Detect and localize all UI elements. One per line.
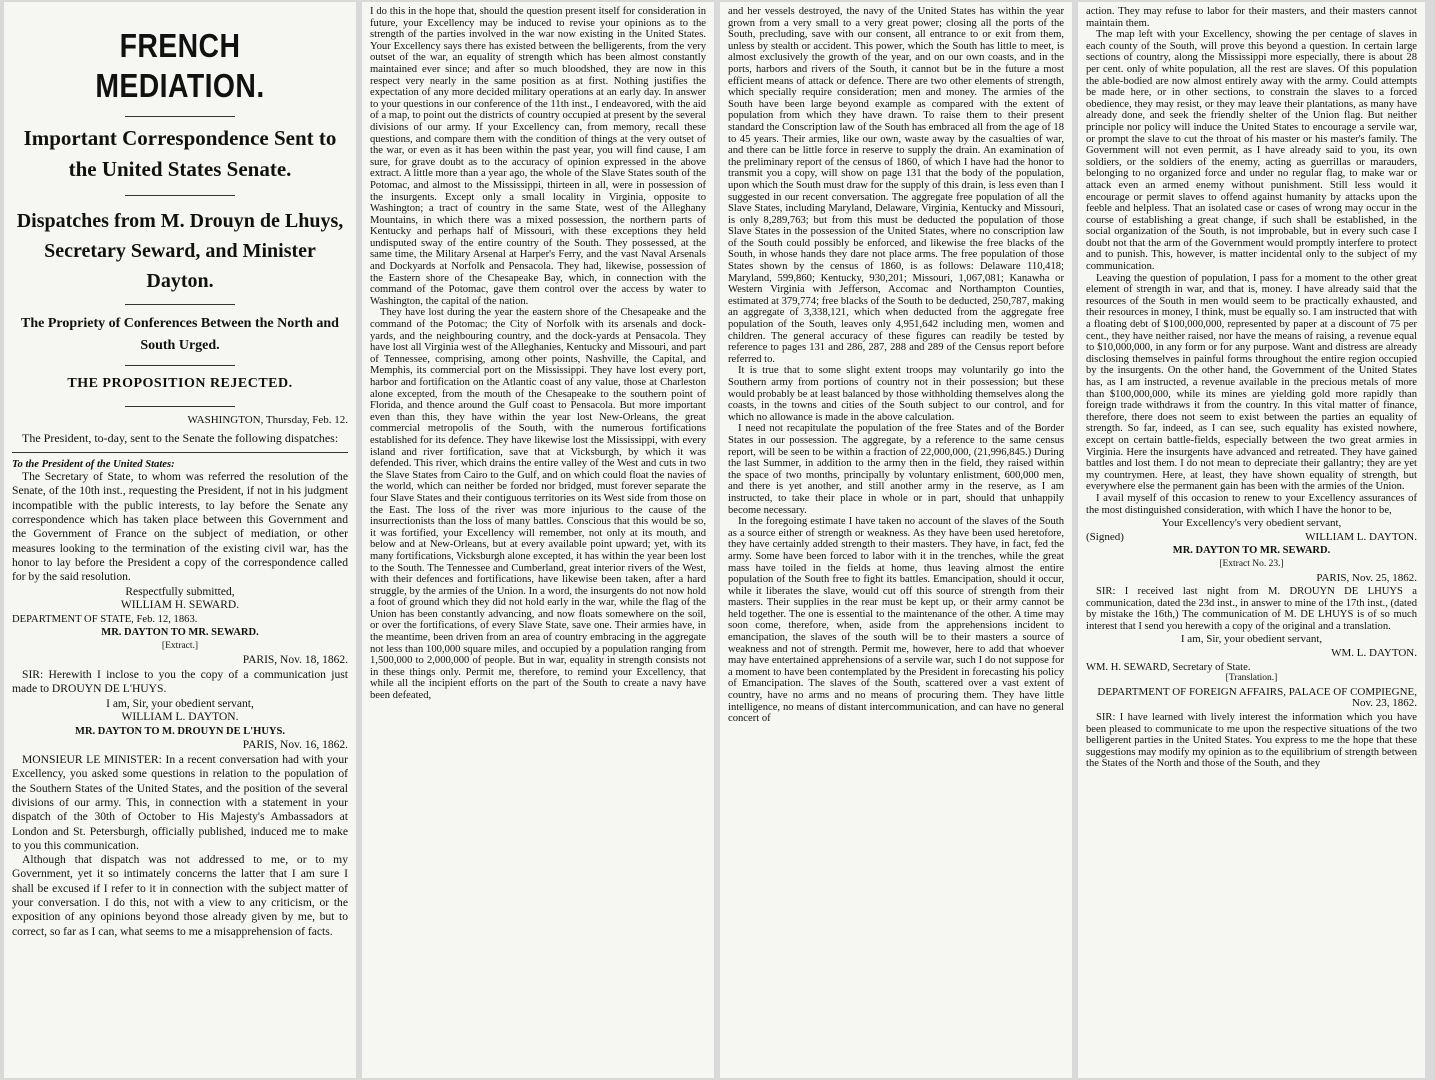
dayton-signature: WM. L. DAYTON. bbox=[1331, 647, 1417, 660]
column-3 bbox=[720, 2, 1072, 1078]
deck-correspondence: Important Correspondence Sent to the United States Senate. bbox=[23, 126, 337, 181]
seward-letter: The Secretary of State, to whom was referred the resolution of the Senate, of the 10th inst., requesting the President, if not in his judgment incompatible with the public interests, to lay before the Senate any correspondence which has taken place between this Government and the Government of France on the subject of mediation, or other measures looking to the termination of the existing civil war, has the honor to lay before the President a copy of the correspondence called for by the said resolution. bbox=[12, 470, 348, 584]
dept-state: DEPARTMENT OF STATE, Feb. 12, 1863. bbox=[12, 613, 198, 625]
letter-paragraph: They have lost during the year the eastern shore of the Chesapeake and the command of the Potomac; the City of Norfolk with its arsenals and dock-yards, and the neighbouring country, and the dock-yards at Pensacola. They have lost all Virginia west of the Alleghanies, Kentucky and Missouri, and part of Tennessee, comprising, among other points, Nashville, the Capital, and Memphis, its commercial port on the Mississippi. They have lost every port, harbor and fortification on the Atlantic coast of any value, those at Charleston alone excepted, from the mouth of the Chesapeake to the southern point of Florida, and thence around the Gulf coast to Pensacola. But more important even than this, they have within the year lost New-Orleans, the great commercial metropolis of the South, with the numerous fortifications established for its defence. They have likewise lost the Mississippi, with every island and river fortification, save that at Vicksburgh, by which it was defended. This river, which drains the entire valley of the West and cuts in two the Slave States from Cairo to the Gulf, and on which could float the navies of the world, which can neither be forded nor bridged, must forever separate the four Slave States and their contiguous territories on its West side from those on the East. The loss of the river was more injurious to the cause of the insurrectionists than the loss of many battles. Conscious that this would be so, it was fortified, your Excellency will remember, not only at its mouth, and below and at New-Orleans, but at every available point upward; yet, with its many fortifications, Vicksburgh alone excepted, it has within the year been lost to the South. The Tennessee and Cumberland, great interior rivers of the West, with their defences and fortifications, have likewise been taken, after a hard struggle, by the armies of the Union. In a word, the insurgents do not now hold a foot of ground which they did not hold early in the war, while the flag of the Union has been constantly advancing, and now floats somewhere on the soil, or over the fortifications, of every Slave State, save one. Their armies have, in the meantime, been driven from an area of country embracing in the aggregate not less than 100,000 square miles, and occupied by a population ranging from 1,500,000 to 2,000,000 of people. But in war, equality in strength consists not in these things only. Permit me, therefore, to remind your Excellency, that while all the incipient efforts on the part of the South to create a navy have been defeated, bbox=[370, 307, 706, 702]
letter-paragraph: and her vessels destroyed, the navy of the United States has within the year grown from a very small to a very great power; closing all the ports of the South, precluding, save with our consent, all entrance to or exit from them, unless by stealth or accident. This power, which the South has little to meet, is almost exclusively the growth of the year, and on our own coasts, and in the ports, harbors and rivers of the South, it cannot but be in the future a most efficient means of attack or defence. There are two other elements of strength, which specially require consideration; men and money. The armies of the South have been large beyond example as compared with the extent of population from which they have drawn. To raise them to their present standard the Conscription law of the South has embraced all from the age of 18 to 45 years. Their armies, like our own, waste away by the casualties of war, and there can be little force in reserve to supply the drain. An examination of the preliminary report of the census of 1860, of which I have had the honor to transmit you a copy, will show on page 131 that the body of the population, upon which the South must draw for the supply of this drain, is less even than I suggested in our recent conversation. The aggregate free population of all the Slave States, including Maryland, Delaware, Virginia, Kentucky and Missouri, is only 8,289,763; but from this must be deducted the population of those Slave States in the possession of the United States, where no conscription law of the South could possibly be enforced, and likewise the free blacks of the South, in whose hands they dare not place arms. The free population of those States shown by the census of 1860, is as follows: Delaware 110,418; Maryland, 599,860; Kentucky, 930,201; Missouri, 1,067,081; Kanawha or Western Virginia with Jefferson, Accomac and Northampton Counties, estimated at 379,774; free blacks of the South to be deducted, 250,787, making an aggregate of 3,338,121, which when deducted from the aggregate free population of the South, leaves only 4,951,642 including men, women and children. The general accuracy of these figures can readily be tested by reference to pages 131 and 286, 287, 288 and 289 of the Census report before referred to. bbox=[728, 6, 1064, 365]
dayton-note: SIR: Herewith I inclose to you the copy of a communication just made to DROUYN DE L'HUYS. bbox=[12, 668, 348, 696]
deck-rejected: THE PROPOSITION REJECTED. bbox=[67, 376, 293, 391]
intro-text: The President, to-day, sent to the Senate the following dispatches: bbox=[22, 430, 339, 445]
paris-date: PARIS, Nov. 18, 1862. bbox=[242, 653, 348, 666]
letter-paragraph: I need not recapitulate the population of the free States and of the Border States in our possession. The aggregate, by a reference to the same census report, will be seen to be within a fraction of 22,000,000, (21,996,845.) During the last Summer, in addition to the army then in the field, they raised within the space of two months, principally by voluntary enlistment, 600,000 men, and there is yet another, and still another army in the reserve, as I am instructed, to take their place in whole or in part, should that unhappily become necessary. bbox=[728, 423, 1064, 516]
dayton-signature: WILLIAM L. DAYTON. bbox=[121, 711, 239, 724]
letter-paragraph: In the foregoing estimate I have taken no account of the slaves of the South as a source either of strength or weakness. As they have been used heretofore, they have certainly added strength to their masters. They have, in fact, fed the army. Some have been forced to labor with it in the trenches, while the great mass have toiled in the fields at home, thus leaving almost the entire population of the South free to fight its battles. Emancipation, should it occur, while it liberates the slave, would cut off this source of strength from their masters. Their supplies in the rear must be kept up, or their army cannot be held together. The one is essential to the maintenance of the other. A time may soon come, therefore, when, aside from the apprehensions incident to emancipation, the slaves of the south will be to their masters a source of weakness and not of strength. Permit me, however, here to add that whoever may have entertained apprehensions of a servile war, such I do not suppose for a moment to have been contemplated by the President in forecasting his policy of Emancipation. The slaves of the South, scattered over a vast extent of country, have no arms and no means of procuring them. They have little intelligence, no means of distant intercommunication, and can have no general concert of bbox=[728, 516, 1064, 725]
seward-signature: WILLIAM H. SEWARD. bbox=[120, 599, 240, 612]
closing-line: I am, Sir, your obedient servant, bbox=[1180, 633, 1323, 646]
addressee: WM. H. SEWARD, Secretary of State. bbox=[1086, 661, 1251, 673]
letter-paragraph: SIR: I have learned with lively interest the information which you have been pleased to communicate to me upon the respective situations of the two belligerent parties in the United States. You express to me the hope that these suggestions may modify my opinion as to the equilibrium of strength between the States of the North and those of the South, and they bbox=[1086, 712, 1418, 770]
salutation: To the President of the United States: bbox=[12, 458, 175, 470]
letter-paragraph: The map left with your Excellency, showing the per centage of slaves in each county of the South, will prove this beyond a question. In certain large sections of country, along the Mississippi more especially, there is about 28 per cent. only of white population, all the rest are slaves. Of this population the able-bodied are now almost entirely away with the army. Could attempts be made here, or in other sections, to constrain the slaves to a forced obedience, they may resist, or they may leave their plantations, as many have already done, and seek the friendly shelter of the Union flag. But neither principle nor policy will induce the United States to encourage a servile war, or prompt the slave to cut the throat of his master or his master's family. The Government will not even permit, as I have already said to you, its own soldiers, or the soldiers of the enemy, acting as guerrillas or marauders, belonging to no organized force and under no regular flag, to make war or attack even an armed enemy without punishment. Still less would it encourage or permit slaves to offend against humanity by attacks upon the feeble and helpless. That an isolated case or cases of wrong may occur in the course of establishing a great change, if such shall be established, in the social organization of the South, is not improbable, but in every such case I doubt not that the arm of the Government would promptly interfere to protect and to punish. This, however, is matter incidental only to the subject of my communication. bbox=[1086, 29, 1417, 273]
letter-paragraph: I avail myself of this occasion to renew to your Excellency assurances of the most distinguished consideration, with which I have the honor to be, bbox=[1086, 492, 1417, 516]
headline: FRENCH MEDIATION. bbox=[95, 27, 265, 104]
translation-label: [Translation.] bbox=[1225, 673, 1278, 684]
heading-dayton-drouyn: MR. DAYTON TO M. DROUYN DE L'HUYS. bbox=[75, 725, 285, 737]
letter-paragraph: action. They may refuse to labor for their masters, and their masters cannot maintain them. bbox=[1086, 6, 1417, 29]
closing-line: Your Excellency's very obedient servant, bbox=[1161, 517, 1342, 530]
extract-label: [Extract.] bbox=[161, 640, 199, 651]
letter-paragraph: Leaving the question of population, I pass for a moment to the other great element of strength in war, and that is, money. I have already said that the resources of the South in men would seem to be practically exhausted, and their resources in money, I think, must be equally so. I am instructed that with a floating debt of $100,000,000, represented by paper at a discount of 75 per cent., they have neither raised, nor have the means of raising, a revenue equal to $10,000,000, in any form or for any purpose. Want and distress are already disclosing themselves in painful forms throughout the entire region occupied by the insurgents. On the other hand, the Government of the United States has, as I am instructed, a revenue available in the precious metals of more than $100,000,000, while its mines are yielding gold more rapidly than foreign trade withdraws it from the country. In this vital matter of finance, therefore, there does not seem to exist between the parties an equality of strength. So far, indeed, as I can see, such equality has existed nowhere, except on certain battle-fields, especially between the two great armies in Virginia. Here the insurgents have advanced and retreated. They have gained battles and lost them. I do not mean to depreciate their gallantry; they are yet my countrymen. Here, at least, they have shown equality of strength, but everywhere else the permanent gain has been with the armies of the Union. bbox=[1086, 272, 1417, 493]
letter-paragraph: I do this in the hope that, should the question present itself for consideration in future, your Excellency may be induced to revise your opinions as to the strength of the parties involved in the war now existing in the United States. Your Excellency says there has existed between the belligerents, from the very outset of the war, an equality of strength which has been almost constantly maintained ever since; and after so much bloodshed, they are now in this respect very nearly in the same position as at first. Nothing justifies the expectation of any more decided military operations at an early day. In answer to your questions in our conference of the 11th inst., I endeavored, with the aid of a map, to point out the districts of country occupied at present by the several divisions of our army. If your Excellency can, from memory, recall these questions, and compare them with the condition of things at the very outset of the war, or even as it has been within the past year, you will find cause, I am sure, for grave doubt as to the accuracy of opinion expressed in the above extract. A little more than a year ago, the whole of the Slave States south of the Potomac, and almost to the Mississippi, thirteen in all, were in possession of the insurgents. Except only a small locality in Virginia, opposite to Washington; a tract of country in the same State, west of the Alleghany Mountains, in which there was a mixed possession, the northern parts of Kentucky and perhaps half of Missouri, with these exceptions they held undisputed sway of the entire country of the South. They possessed, at the same time, the Military Arsenal at Harper's Ferry, and the vast Naval Arsenals and Dockyards at Norfolk and Pensacola. They had, likewise, possession of the Eastern shore of the Chesapeake Bay, which, in connection with the command of the Potomac, gave them control over the access by water to Washington, the capital of the nation. bbox=[370, 6, 706, 307]
signed-line bbox=[1086, 532, 1417, 544]
paris-date: PARIS, Nov. 16, 1862. bbox=[242, 738, 348, 751]
dateline: WASHINGTON, Thursday, Feb. 12. bbox=[187, 414, 348, 426]
column-2 bbox=[362, 2, 714, 1078]
letter-paragraph: MONSIEUR LE MINISTER: In a recent conversation had with your Excellency, you asked some questions in relation to the population of the Southern States of the United States, and the position of the several divisions of our army. This, in connection with a statement in your dispatch of the 30th of October to His Majesty's Ambassadors at London and St. Petersburgh, officially published, induced me to make to you this communication. bbox=[12, 753, 348, 852]
heading-dayton-seward: MR. DAYTON TO MR. SEWARD. bbox=[101, 627, 259, 639]
signed-label: (Signed) bbox=[1086, 530, 1124, 543]
dayton-signature: WILLIAM L. DAYTON. bbox=[1305, 530, 1417, 543]
divider bbox=[125, 365, 235, 366]
extract-label: [Extract No. 23.] bbox=[1219, 558, 1284, 569]
letter-paragraph: It is true that to some slight extent troops may voluntarily go into the Southern army from portions of country not in their possession; but these would probably be at least balanced by those withholding themselves along the coasts, in the towns and cities of the South subject to our control, and for which no allowance is made in the above calculation. bbox=[728, 365, 1064, 423]
heading-dayton-seward: MR. DAYTON TO MR. SEWARD. bbox=[1172, 545, 1331, 557]
letter-paragraph: Although that dispatch was not addressed to me, or to my Government, yet it so intimately concerns the latter that I am sure I shall be excused if I refer to it in connection with the subject matter of your conversation. I do this, not with a view to any criticism, or the exposition of any opinions beyond those already given by me, but to correct, so far as I can, what seems to me a misapprehension of facts. bbox=[12, 853, 348, 938]
letter-paragraph: SIR: I received last night from M. DROUYN DE LHUYS a communication, dated the 23d inst., in answer to mine of the 17th inst., (dated by mistake the 16th,) The communication of M. DE LHUYS is of so much interest that I send you herewith a copy of the original and a translation. bbox=[1086, 586, 1417, 632]
column-4 bbox=[1078, 2, 1425, 1078]
closing-line: I am, Sir, your obedient servant, bbox=[106, 697, 254, 710]
deck-dispatches: Dispatches from M. Drouyn de Lhuys, Secretary Seward, and Minister Dayton. bbox=[16, 210, 344, 292]
divider bbox=[125, 116, 235, 117]
deck-propriety: The Propriety of Conferences Between the North and South Urged. bbox=[21, 316, 339, 353]
divider bbox=[125, 195, 235, 196]
column-1 bbox=[4, 2, 356, 1078]
respectfully: Respectfully submitted, bbox=[125, 585, 235, 598]
divider bbox=[125, 304, 235, 305]
paris-date: PARIS, Nov. 25, 1862. bbox=[1316, 571, 1417, 584]
divider bbox=[125, 406, 235, 407]
foreign-affairs-dateline: DEPARTMENT OF FOREIGN AFFAIRS, PALACE OF COMPIEGNE, Nov. 23, 1862. bbox=[1097, 685, 1417, 710]
divider bbox=[12, 452, 348, 453]
